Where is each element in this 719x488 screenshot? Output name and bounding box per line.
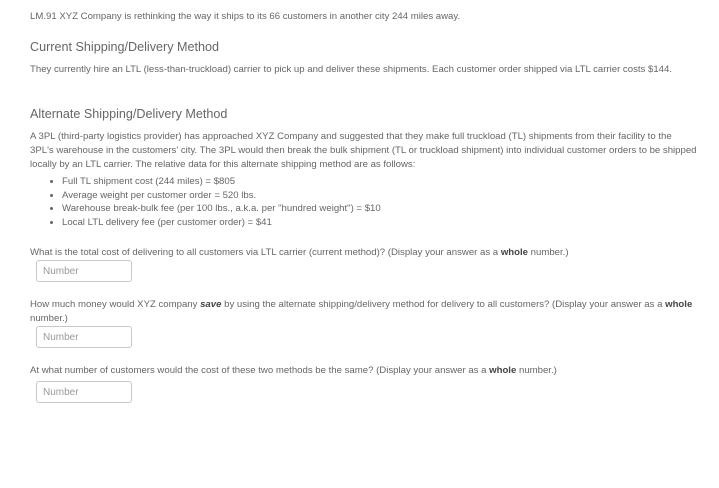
answer-2-input[interactable] xyxy=(36,326,132,348)
list-item: • Local LTL delivery fee (per customer order) = $41 xyxy=(62,216,381,230)
alternate-method-heading: Alternate Shipping/Delivery Method xyxy=(30,107,228,121)
current-method-text: They currently hire an LTL (less-than-truckload) carrier to pick up and deliver these shipments. Each customer order shipped via LTL carrier costs $144. xyxy=(30,64,673,75)
current-method-heading: Current Shipping/Delivery Method xyxy=(30,40,219,54)
problem-intro: LM.91 XYZ Company is rethinking the way it ships to its 66 customers in another city 244 miles away. xyxy=(30,11,461,22)
question-1: What is the total cost of delivering to all customers via LTL carrier (current method)? (Display your answer as a whole number.) xyxy=(30,247,569,258)
whole-emphasis: whole xyxy=(500,247,528,258)
alternate-data-list xyxy=(30,175,381,229)
whole-emphasis: whole xyxy=(489,365,517,376)
question-2: How much money would XYZ company save by using the alternate shipping/delivery method for delivery to all customers? (Display your answer as a whole number.) xyxy=(30,299,693,324)
whole-emphasis: whole xyxy=(665,299,693,310)
list-item: • Full TL shipment cost (244 miles) = $805 xyxy=(62,175,381,189)
answer-1-input[interactable] xyxy=(36,260,132,282)
list-item: • Average weight per customer order = 520 lbs. xyxy=(62,189,381,203)
alternate-method-text: A 3PL (third-party logistics provider) has approached XYZ Company and suggested that they make full truckload (TL) shipments from their facility to the 3PL's warehouse in the customers' city. The 3PL would then break the bulk shipment (TL or truckload shipment) into individual customer orders to be shipped locally by an LTL carrier. The relative data for this alternate shipping method are as follows: xyxy=(30,131,697,170)
list-item: • Warehouse break-bulk fee (per 100 lbs., a.k.a. per "hundred weight") = $10 xyxy=(62,202,381,216)
answer-3-input[interactable] xyxy=(36,381,132,403)
save-emphasis: save xyxy=(200,299,222,310)
question-3: At what number of customers would the cost of these two methods be the same? (Display your answer as a whole number.) xyxy=(30,365,557,376)
